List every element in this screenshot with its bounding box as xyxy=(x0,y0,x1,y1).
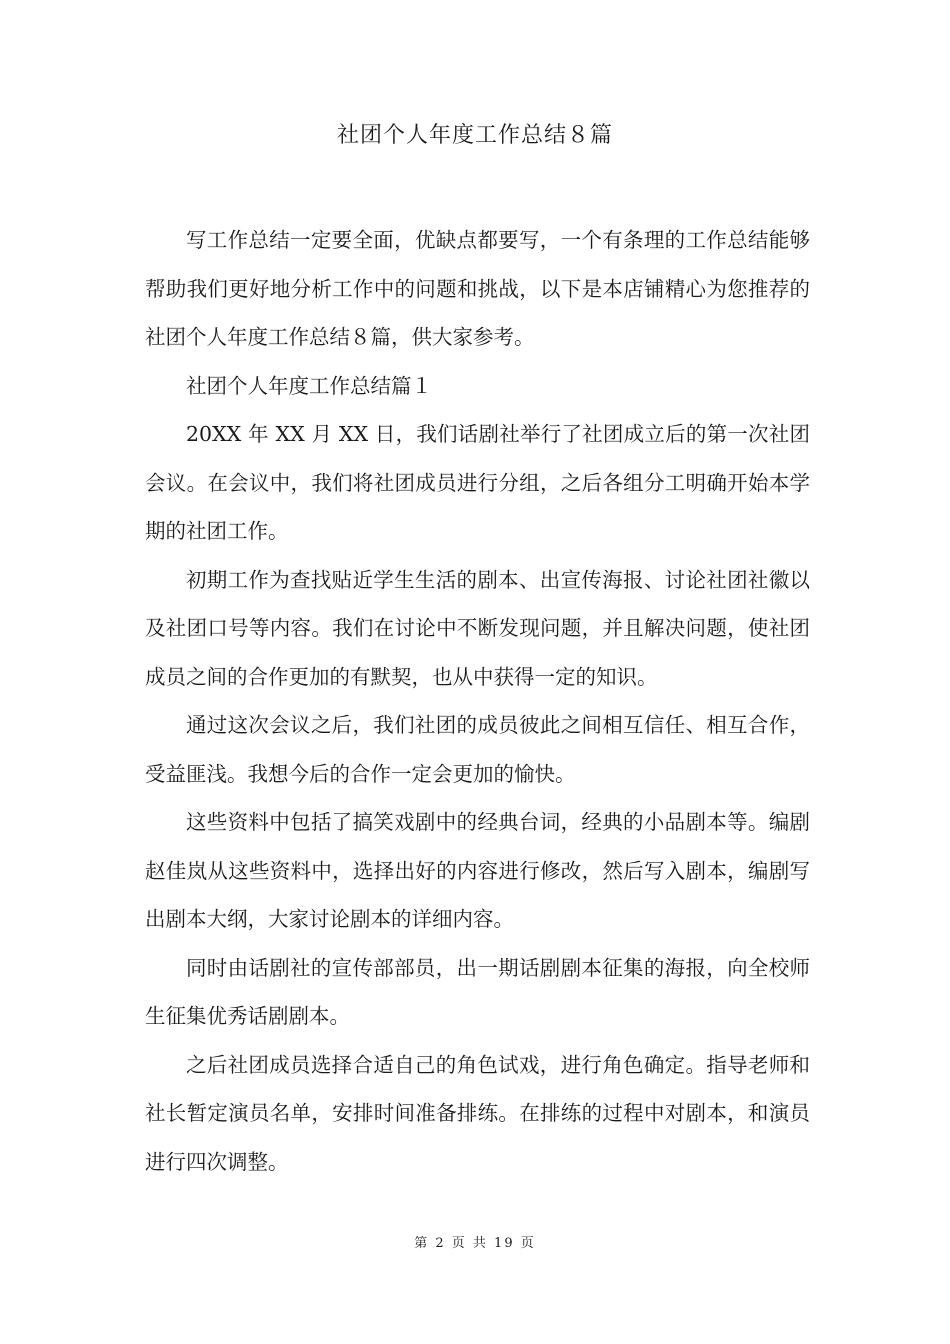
paragraph: 这些资料中包括了搞笑戏剧中的经典台词，经典的小品剧本等。编剧赵佳岚从这些资料中，选择出好的内容进行修改，然后写入剧本，编剧写出剧本大纲，大家讨论剧本的详细内容。 xyxy=(145,810,810,931)
paragraph-intro: 写工作总结一定要全面，优缺点都要写，一个有条理的工作总结能够帮助我们更好地分析工作中的问题和挑战，以下是本店铺精心为您推荐的社团个人年度工作总结８篇，供大家参考。 xyxy=(145,228,810,349)
document-body xyxy=(145,216,810,1186)
paragraph: 之后社团成员选择合适自己的角色试戏，进行角色确定。指导老师和社长暂定演员名单，安排时间准备排练。在排练的过程中对剧本，和演员进行四次调整。 xyxy=(145,1052,810,1174)
paragraph: 同时由话剧社的宣传部部员，出一期话剧剧本征集的海报，向全校师生征集优秀话剧剧本。 xyxy=(145,955,810,1028)
document-title: 社团个人年度工作总结８篇 xyxy=(336,123,613,148)
paragraph: 通过这次会议之后，我们社团的成员彼此之间相互信任、相互合作，受益匪浅。我想今后的合作一定会更加的愉快。 xyxy=(145,713,810,786)
page-footer: 第 2 页 共 19 页 xyxy=(414,1236,536,1251)
paragraph: 初期工作为查找贴近学生生活的剧本、出宣传海报、讨论社团社徽以及社团口号等内容。我们在讨论中不断发现问题，并且解决问题，使社团成员之间的合作更加的有默契，也从中获得一定的知识。 xyxy=(145,567,810,689)
paragraph: 20XX 年 XX 月 XX 日，我们话剧社举行了社团成立后的第一次社团会议。在会议中，我们将社团成员进行分组，之后各组分工明确开始本学期的社团工作。 xyxy=(145,422,810,543)
section-heading: 社团个人年度工作总结篇１ xyxy=(186,373,432,398)
